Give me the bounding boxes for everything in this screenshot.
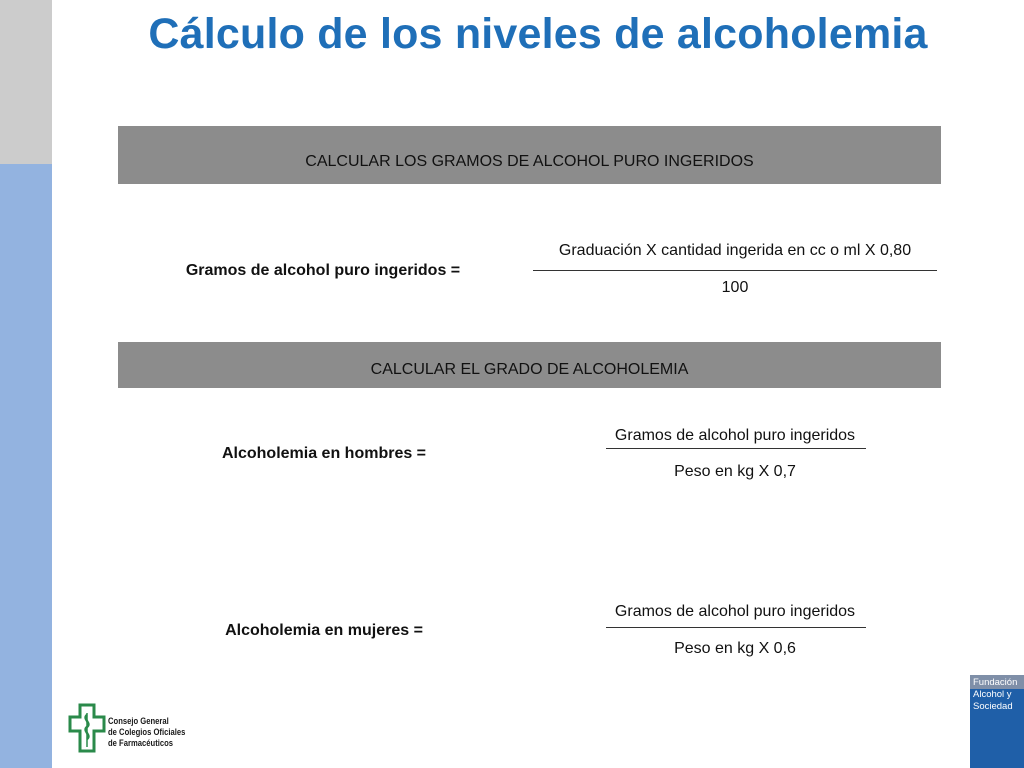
women-fraction-bar bbox=[606, 627, 866, 628]
grams-formula-label: Gramos de alcohol puro ingeridos = bbox=[185, 262, 461, 279]
council-line-2: de Colegios Oficiales bbox=[108, 727, 186, 737]
men-formula-denominator: Peso en kg X 0,7 bbox=[674, 463, 796, 480]
sidebar-gray-block bbox=[0, 0, 52, 164]
grams-formula-numerator: Graduación X cantidad ingerida en cc o ml X 0,80 bbox=[558, 242, 912, 259]
women-formula-denominator: Peso en kg X 0,6 bbox=[674, 640, 796, 657]
foundation-logo bbox=[970, 675, 1024, 768]
section-header-alcoholemia: CALCULAR EL GRADO DE ALCOHOLEMIA bbox=[118, 342, 941, 388]
women-formula-label: Alcoholemia en mujeres = bbox=[225, 622, 423, 639]
men-fraction-bar bbox=[606, 448, 866, 449]
foundation-logo-line-2: Sociedad bbox=[973, 701, 1013, 712]
foundation-logo-head: Fundación bbox=[970, 675, 1024, 689]
men-formula-numerator: Gramos de alcohol puro ingeridos bbox=[614, 427, 856, 444]
council-line-1: Consejo General bbox=[108, 716, 169, 726]
foundation-logo-line-1: Alcohol y bbox=[973, 689, 1012, 700]
council-logo-text bbox=[108, 716, 185, 749]
pharmacy-cross-logo-icon bbox=[68, 703, 106, 753]
men-formula-label: Alcoholemia en hombres = bbox=[221, 445, 427, 462]
women-formula-numerator: Gramos de alcohol puro ingeridos bbox=[614, 603, 856, 620]
grams-fraction-bar bbox=[533, 270, 937, 271]
sidebar-blue-block bbox=[0, 164, 52, 768]
section-header-grams: CALCULAR LOS GRAMOS DE ALCOHOL PURO INGERIDOS bbox=[118, 126, 941, 184]
page-title: Cálculo de los niveles de alcoholemia bbox=[148, 10, 928, 58]
council-line-3: de Farmacéuticos bbox=[108, 738, 174, 748]
grams-formula-denominator: 100 bbox=[721, 279, 749, 296]
